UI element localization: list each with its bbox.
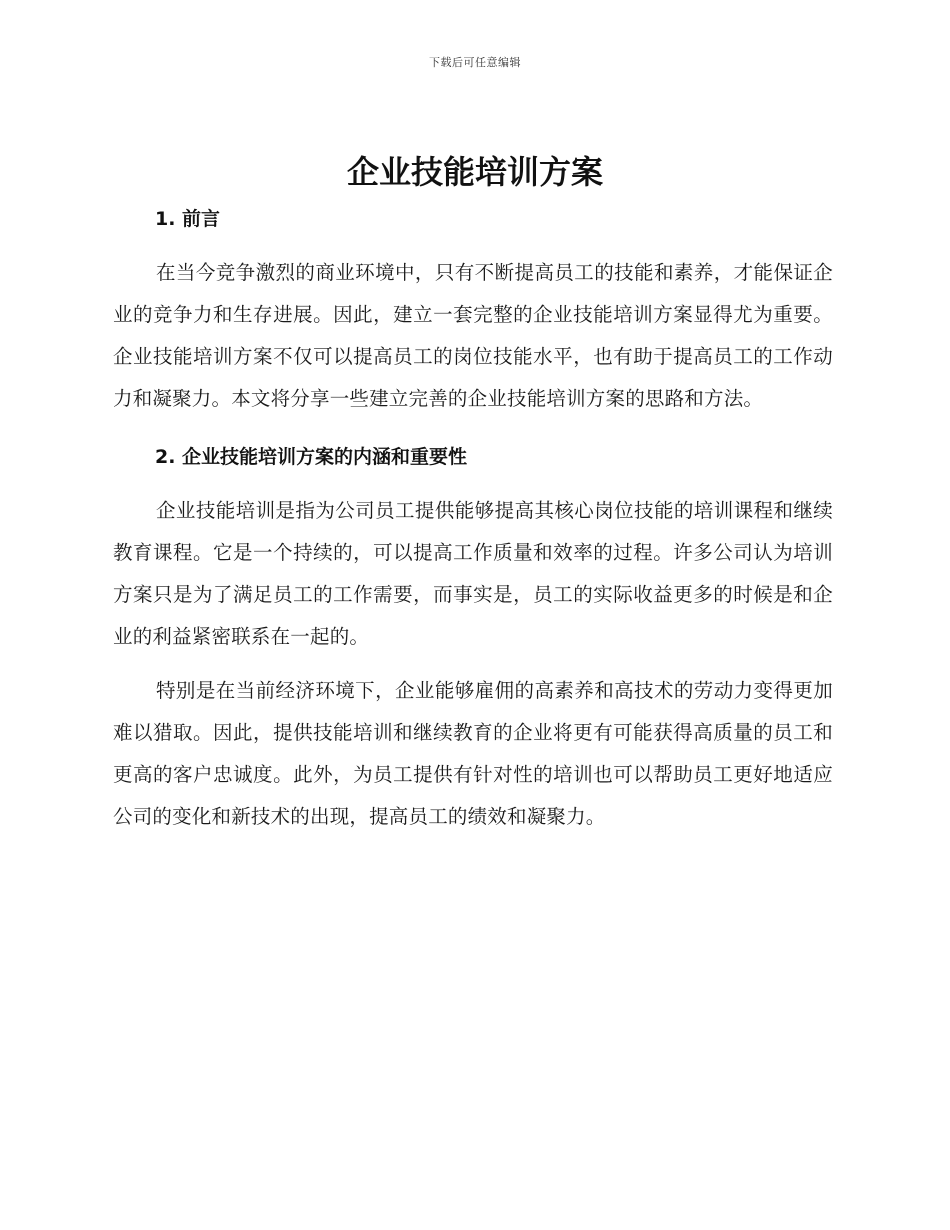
- paragraph: 特别是在当前经济环境下，企业能够雇佣的高素养和高技术的劳动力变得更加难以猎取。因此，提供技能培训和继续教育的企业将更有可能获得高质量的员工和更高的客户忠诚度。此外，为员工提供有针对性的培训也可以帮助员工更好地适应公司的变化和新技术的出现，提高员工的绩效和凝聚力。: [113, 679, 833, 828]
- section-heading-importance: 2. 企业技能培训方案的内涵和重要性: [155, 446, 468, 468]
- paragraph: 企业技能培训是指为公司员工提供能够提高其核心岗位技能的培训课程和继续教育课程。它是一个持续的，可以提高工作质量和效率的过程。许多公司认为培训方案只是为了满足员工的工作需要，而事实是，员工的实际收益更多的时候是和企业的利益紧密联系在一起的。: [113, 499, 833, 648]
- section-heading-preface: 1. 前言: [155, 208, 221, 230]
- paragraph: 在当今竞争激烈的商业环境中，只有不断提高员工的技能和素养，才能保证企业的竞争力和生存进展。因此，建立一套完整的企业技能培训方案显得尤为重要。企业技能培训方案不仅可以提高员工的岗位技能水平，也有助于提高员工的工作动力和凝聚力。本文将分享一些建立完善的企业技能培训方案的思路和方法。: [113, 261, 833, 410]
- document-title: 企业技能培训方案: [346, 153, 603, 191]
- page-header: 下载后可任意编辑: [429, 56, 521, 69]
- document-body: [113, 200, 833, 838]
